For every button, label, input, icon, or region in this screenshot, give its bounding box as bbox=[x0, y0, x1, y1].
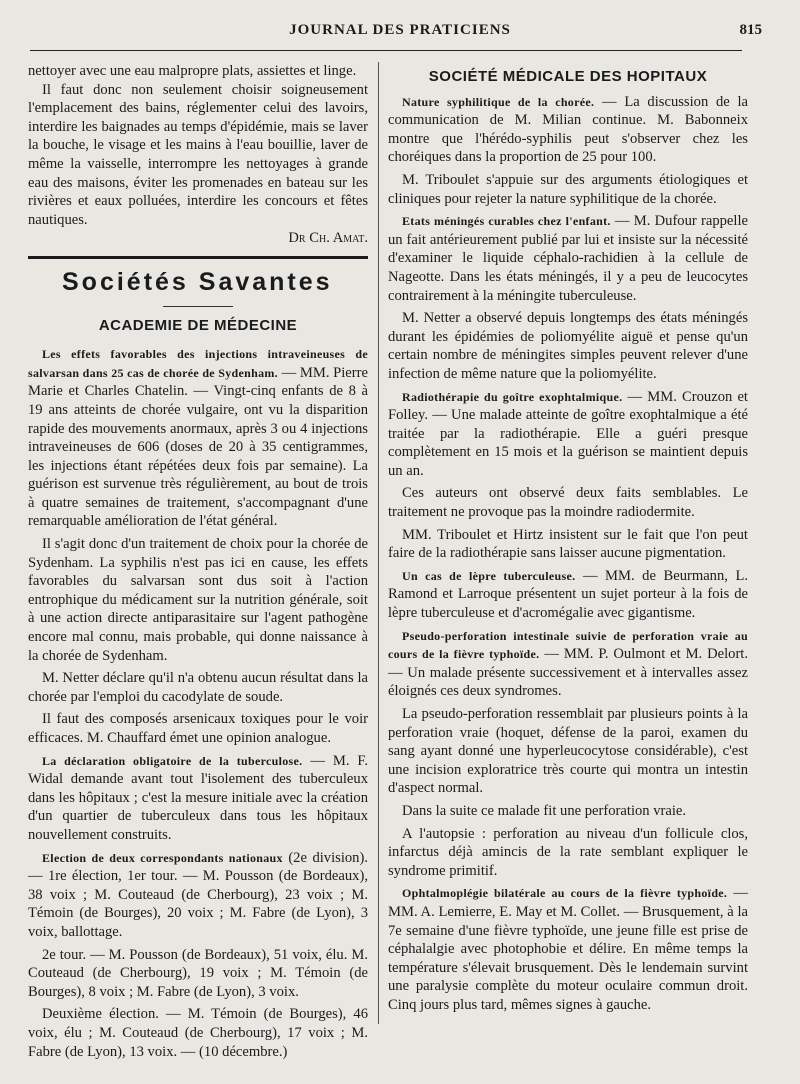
section-title: Sociétés Savantes bbox=[62, 267, 333, 296]
article-paragraph bbox=[28, 345, 368, 531]
paragraph: Il faut donc non seulement choisir soigneusement l'emplacement des bains, réglementer celui des lavoirs, interdire les baignades au temps d'épidémie, mais se laver la bouche, le visage et les mains à l'eau bouillie, laver de même la vaisselle, interrompre les nettoyages à grande eau des maisons, éviter les promenades en bateau sur les rivières et eaux polluées, interdire les concours et fêtes nautiques. bbox=[28, 81, 368, 228]
right-column bbox=[388, 62, 748, 1044]
article-text: (2e division). — 1re élection, 1er tour. — M. Pousson (de Bordeaux), 38 voix ; M. Couteaud (de Cherbourg), 23 voix ; M. Témoin (de Bourges), 20 voix ; M. Fabre (de Lyon), 3 voix, ballottage. bbox=[28, 849, 368, 940]
running-head bbox=[30, 22, 770, 44]
article-text: — MM. Crouzon et Folley. — Une malade atteinte de goître exophtalmique a été traitée par la radiothérapie. Elle a guéri presque complètement en 15 mois et la guérison se maintient depuis un an. bbox=[388, 388, 748, 479]
short-rule bbox=[163, 306, 233, 307]
society-title-academie: ACADEMIE DE MÉDECINE bbox=[98, 316, 298, 334]
left-intro-paragraphs bbox=[28, 62, 368, 229]
article-text: MM. Triboulet et Hirtz insistent sur le fait que l'on peut faire de la radiothérapie sans laisser aucune pigmentation. bbox=[388, 526, 748, 562]
article-text: — MM. P. Oulmont et M. Delort. — Un malade présente successivement et à intervalles assez éloignés ces deux syndromes. bbox=[388, 646, 749, 700]
page-number: 815 bbox=[739, 22, 762, 38]
article-heading: Pseudo-perforation intestinale suivie de perforation vraie au cours de la fièvre typhoïde. bbox=[388, 628, 748, 662]
article-text: — M. F. Widal demande avant tout l'isolement des tuberculeux dans les hôpitaux ; c'est la mesure initiale avec la création d'un quartier de tuberculeux dans tous les hôpitaux nouvellement construits. bbox=[28, 752, 369, 843]
paragraph: nettoyer avec une eau malpropre plats, assiettes et linge. bbox=[28, 63, 357, 79]
paragraph bbox=[28, 535, 368, 665]
left-articles bbox=[28, 345, 368, 1061]
article-text: — MM. Pierre Marie et Charles Chatelin. — Vingt-cinq enfants de 8 à 19 ans atteints de chorée vulgaire, ont vu la disparition rapide des mouvements anormaux, après 3 ou 4 injections intraveineuses de 606 (doses de 20 à 35 centigrammes, les injections étant répétées deux fois par semaine). La guérison est survenue très régulièrement, au bout de trois à quatre semaines de traitement, s'accompagnant d'une remarquable amélioration de l'état général. bbox=[28, 364, 368, 530]
article-heading: Election de deux correspondants nationaux bbox=[42, 850, 283, 865]
article-text: — M. Dufour rappelle un fait antérieurement publié par lui et insiste sur la nécessité d'examiner le liquide céphalo-rachidien à la cellule de Nageotte. Dans les états méningés, il y a peu de leucocytes contrairement à la méningite tuberculeuse. bbox=[388, 213, 748, 304]
article-text: 2e tour. — M. Pousson (de Bordeaux), 51 voix, élu. M. Couteaud (de Cherbourg), 19 voix ; M. Témoin (de Bourges), 8 voix ; M. Fabre (de Lyon), 3 voix. bbox=[28, 946, 368, 1000]
article-paragraph bbox=[388, 627, 748, 701]
paragraph bbox=[388, 309, 748, 383]
article-paragraph bbox=[388, 884, 748, 1014]
article-paragraph bbox=[388, 93, 748, 167]
article-heading: Radiothérapie du goître exophtalmique. bbox=[402, 389, 623, 404]
paragraph bbox=[388, 171, 748, 208]
society-title-hopitaux: SOCIÉTÉ MÉDICALE DES HOPITAUX bbox=[428, 68, 708, 85]
article-paragraph bbox=[388, 212, 748, 305]
article-paragraph bbox=[388, 567, 748, 623]
paragraph bbox=[388, 484, 748, 521]
article-heading: Nature syphilitique de la chorée. bbox=[402, 94, 595, 109]
article-paragraph bbox=[388, 388, 748, 481]
right-articles bbox=[388, 93, 748, 1015]
journal-title: JOURNAL DES PRATICIENS bbox=[289, 22, 511, 38]
article-text: La pseudo-perforation ressemblait par plusieurs points à la perforation vraie (hoquet, défense de la paroi, examen du sang ayant donné une hyperleucocytose considérable), c'est une incision exploratrice très courte qui montra un intestin d'aspect normal. bbox=[388, 706, 748, 797]
article-paragraph bbox=[28, 752, 368, 845]
header-rule bbox=[30, 50, 742, 51]
article-text: — La discussion de la communication de M. Milian continue. M. Babonneix montre que l'hérédo-syphilis peut s'observer chez les choréiques dans la proportion de 25 pour 100. bbox=[388, 93, 748, 166]
article-heading: La déclaration obligatoire de la tuberculose. bbox=[42, 753, 303, 768]
article-heading: Les effets favorables des injections intraveineuses de salvarsan dans 25 cas de chorée de Sydenham. bbox=[28, 347, 368, 380]
article-text: M. Netter déclare qu'il n'a obtenu aucun résultat dans la chorée par l'emploi du cacodylate de soude. bbox=[28, 670, 368, 705]
article-text: Il faut des composés arsenicaux toxiques pour le voir efficaces. M. Chauffard émet une opinion analogue. bbox=[28, 711, 368, 746]
paragraph bbox=[28, 669, 368, 706]
article-text: Dans la suite ce malade fit une perforation vraie. bbox=[402, 802, 687, 819]
article-paragraph bbox=[28, 849, 368, 942]
column-separator bbox=[378, 62, 379, 1024]
paragraph bbox=[388, 802, 748, 821]
paragraph bbox=[28, 1005, 368, 1061]
article-text: Ces auteurs ont observé deux faits semblables. Le traitement ne provoque pas la moindre radiodermite. bbox=[388, 485, 748, 521]
paragraph bbox=[28, 946, 368, 1002]
paragraph bbox=[388, 705, 748, 798]
article-heading: Ophtalmoplégie bilatérale au cours de la fièvre typhoïde. bbox=[402, 886, 728, 901]
article-heading: Un cas de lèpre tuberculeuse. bbox=[402, 568, 576, 583]
article-text: M. Netter a observé depuis longtemps des états méningés durant les épidémies de poliomyélite aiguë et pense qu'un certain nombre de méningites simples peuvent relever d'une infection de même nature que la poliomyélite. bbox=[388, 310, 748, 382]
article-text: Deuxième élection. — M. Témoin (de Bourges), 46 voix, élu ; M. Couteaud (de Cherbourg), 17 voix ; M. Fabre (de Lyon), 13 voix. — (10 décembre.) bbox=[28, 1006, 368, 1060]
paragraph bbox=[388, 825, 748, 881]
paragraph bbox=[388, 526, 748, 563]
left-column bbox=[28, 62, 369, 1060]
article-text: — MM. A. Lemierre, E. May et M. Collet. — Brusquement, à la 7e semaine d'une fièvre typhoïde, une jeune fille est prise de céphalalgie avec photophobie et délire. En même temps la température s'élevait brusquement. Dès le lendemain survint une paralysie complète du moteur oculaire commun droit. Cinq jours plus tard, mêmes signes à gauche. bbox=[388, 885, 748, 1013]
section-rule bbox=[28, 256, 368, 259]
article-text: Il s'agit donc d'un traitement de choix pour la chorée de Sydenham. La syphilis n'est pas ici en cause, les effets favorables du salvarsan sont dus soit à l'action entrophique du médicament sur la nutrition générale, soit à une action directe antiparasitaire sur l'agent pathogène encore mal connu, mais probable, qui donne naissance à la chorée de Sydenham. bbox=[28, 536, 368, 664]
article-text: A l'autopsie : perforation au niveau d'un follicule clos, infarctus déjà amincis de la rate semblant expliquer le syndrome primitif. bbox=[388, 825, 748, 879]
author-signature: Dr Ch. Amat. bbox=[288, 230, 368, 247]
article-text: M. Triboulet s'appuie sur des arguments étiologiques et cliniques pour rejeter la nature syphilitique de la chorée. bbox=[388, 171, 748, 207]
article-heading: Etats méningés curables chez l'enfant. bbox=[402, 214, 611, 229]
article-text: — MM. de Beurmann, L. Ramond et Larroque présentent un sujet porteur à la fois de lèpre tuberculeuse et d'acromégalie avec gigantisme. bbox=[388, 567, 749, 622]
paragraph bbox=[28, 710, 368, 747]
